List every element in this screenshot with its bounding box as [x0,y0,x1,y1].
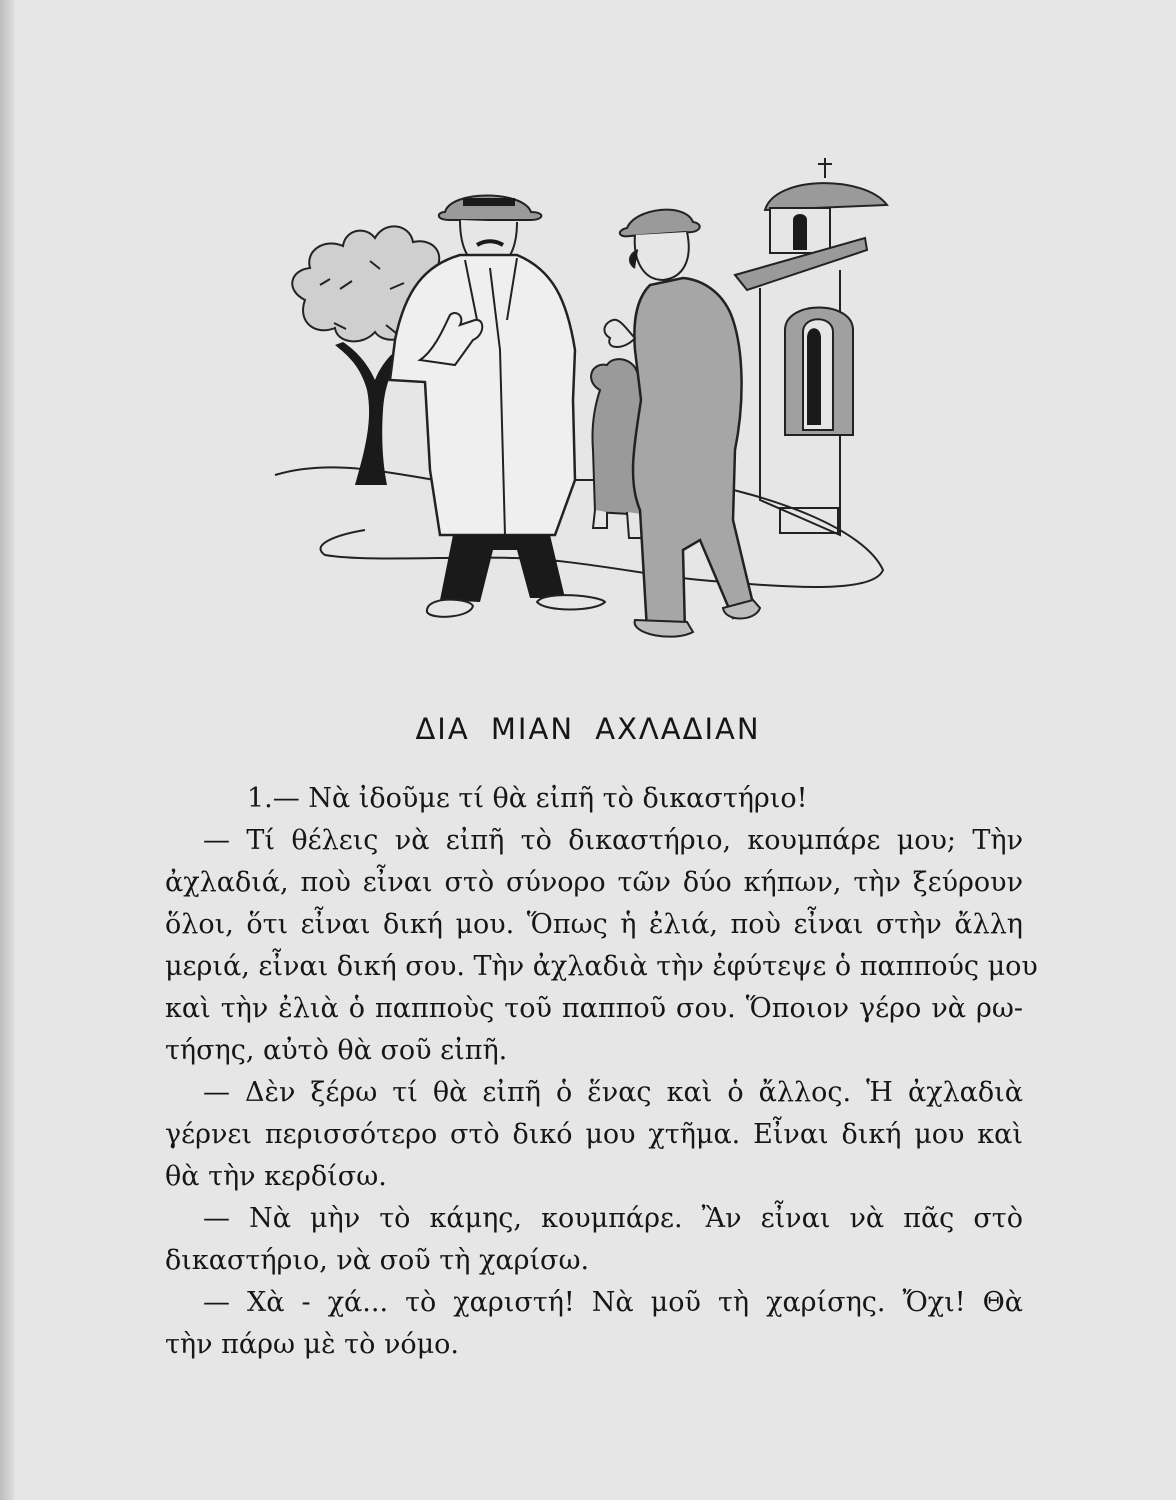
text-line: ὅλοι, ὅτι εἶναι δική μου. Ὅπως ἡ ἐλιά, ποὺ εἶναι στὴν ἄλλη [165,909,1023,940]
text-line: γέρνει περισσότερο στὸ δικό μου χτῆμα. Εἶναι δική μου καὶ [165,1119,1023,1150]
chapter-title: ΔΙΑ ΜΙΑΝ ΑΧΛΑΔΙΑΝ [415,712,761,746]
text-line: — Νὰ μὴν τὸ κάμης, κουμπάρε. Ἂν εἶναι νὰ πᾶς στὸ [203,1203,1023,1234]
text-line: καὶ τὴν ἐλιὰ ὁ παπποὺς τοῦ παπποῦ σου. Ὅποιον γέρο νὰ ρω- [165,993,1023,1024]
text-line: μεριά, εἶναι δική σου. Τὴν ἀχλαδιὰ τὴν ἐφύτεψε ὁ παππούς μου [165,951,1038,982]
text-line: δικαστήριο, νὰ σοῦ τὴ χαρίσω. [165,1245,590,1276]
story-text [165,778,1038,1366]
two-men-arguing-illustration [255,150,895,650]
page-edge [0,0,14,1500]
text-line: — Χὰ - χά... τὸ χαριστή! Νὰ μοῦ τὴ χαρίσης. Ὄχι! Θὰ [203,1287,1023,1318]
text-line: 1.— Νὰ ἰδοῦμε τί θὰ εἰπῆ τὸ δικαστήριο! [247,783,808,814]
text-line: — Τί θέλεις νὰ εἰπῆ τὸ δικαστήριο, κουμπάρε μου; Τὴν [203,825,1023,856]
text-line: τὴν πάρω μὲ τὸ νόμο. [165,1329,460,1360]
chapel [735,158,887,535]
text-line: θὰ τὴν κερδίσω. [165,1161,387,1192]
text-line: τήσης, αὐτὸ θὰ σοῦ εἰπῆ. [165,1035,508,1066]
ground [275,467,883,587]
text-line: — Δὲν ξέρω τί θὰ εἰπῆ ὁ ἕνας καὶ ὁ ἄλλος. Ἡ ἀχλαδιὰ [203,1077,1023,1108]
text-line: ἀχλαδιά, ποὺ εἶναι στὸ σύνορο τῶν δύο κήπων, τὴν ξεύρουν [165,867,1023,898]
